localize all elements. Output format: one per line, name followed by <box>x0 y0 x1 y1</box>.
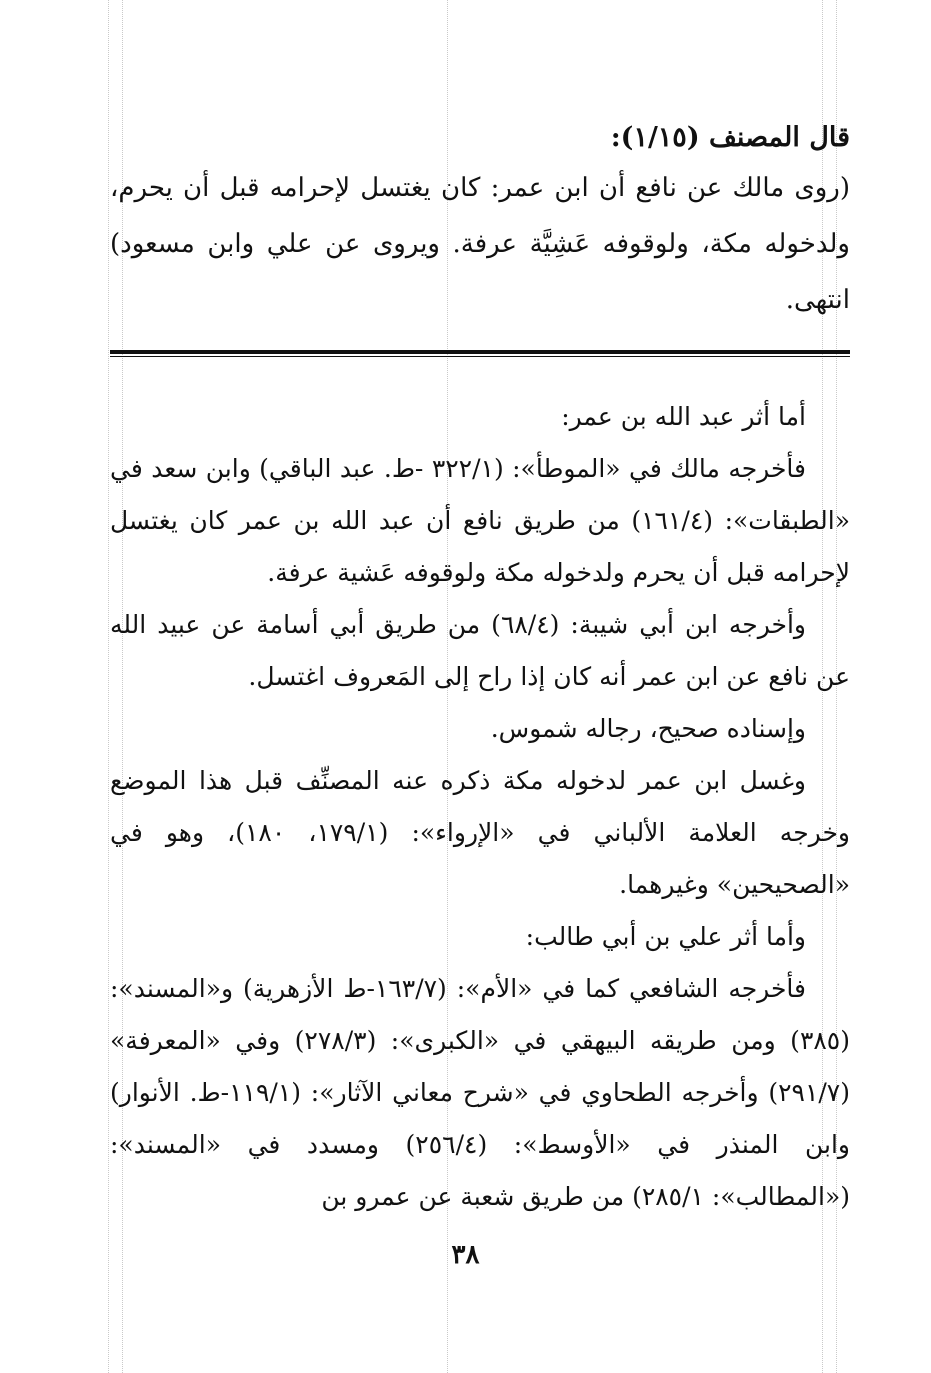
book-page <box>110 118 850 1223</box>
paragraph: أما أثر عبد الله بن عمر: <box>561 402 806 431</box>
page-number: ٣٨ <box>451 1240 480 1270</box>
paragraph: فأخرجه الشافعي كما في «الأم»: (١٦٣/٧-ط الأزهرية) و«المسند»: (٣٨٥) ومن طريقه البيهقي في «الكبرى»: (٢٧٨/٣) وفي «المعرفة» (٢٩١/٧) وأخرجه الطحاوي في «شرح معاني الآثار»: (١١٩/١-ط. الأنوار) وابن المنذر في «الأوسط»: (٢٥٦/٤) ومسدد في «المسند»: («المطالب»: ٢٨٥/١) من طريق شعبة عن عمرو بن <box>110 974 851 1211</box>
quoted-text: (روى مالك عن نافع أن ابن عمر: كان يغتسل لإحرامه قبل أن يحرم، ولدخوله مكة، ولوقوفه عَشِيَّة عرفة. ويروى عن علي وابن مسعود) انتهى. <box>110 173 850 315</box>
double-rule-divider <box>110 350 850 357</box>
paragraph: وغسل ابن عمر لدخوله مكة ذكره عنه المصنِّف قبل هذا الموضع وخرجه العلامة الألباني في «الإرواء»: (١٧٩/١، ١٨٠)، وهو في «الصحيحين» وغيرهما. <box>110 766 850 899</box>
paragraph: وأخرجه ابن أبي شيبة: (٦٨/٤) من طريق أبي أسامة عن عبيد الله عن نافع عن ابن عمر أنه كان إذا راح إلى المَعروف اغتسل. <box>110 610 850 691</box>
commentary-text <box>110 391 850 1223</box>
quoted-text-block <box>110 160 850 328</box>
paragraph: وأما أثر علي بن أبي طالب: <box>525 922 806 951</box>
paragraph: فأخرجه مالك في «الموطأ»: (٣٢٢/١ -ط. عبد الباقي) وابن سعد في «الطبقات»: (١٦١/٤) من طريق نافع أن عبد الله بن عمر كان يغتسل لإحرامه قبل أن يحرم ولدخوله مكة ولوقوفه عَشية عرفة. <box>110 454 850 587</box>
margin-guide-line <box>108 0 109 1373</box>
paragraph: وإسناده صحيح، رجاله شموس. <box>490 714 806 743</box>
section-heading: قال المصنف (١/١٥): <box>610 122 850 153</box>
